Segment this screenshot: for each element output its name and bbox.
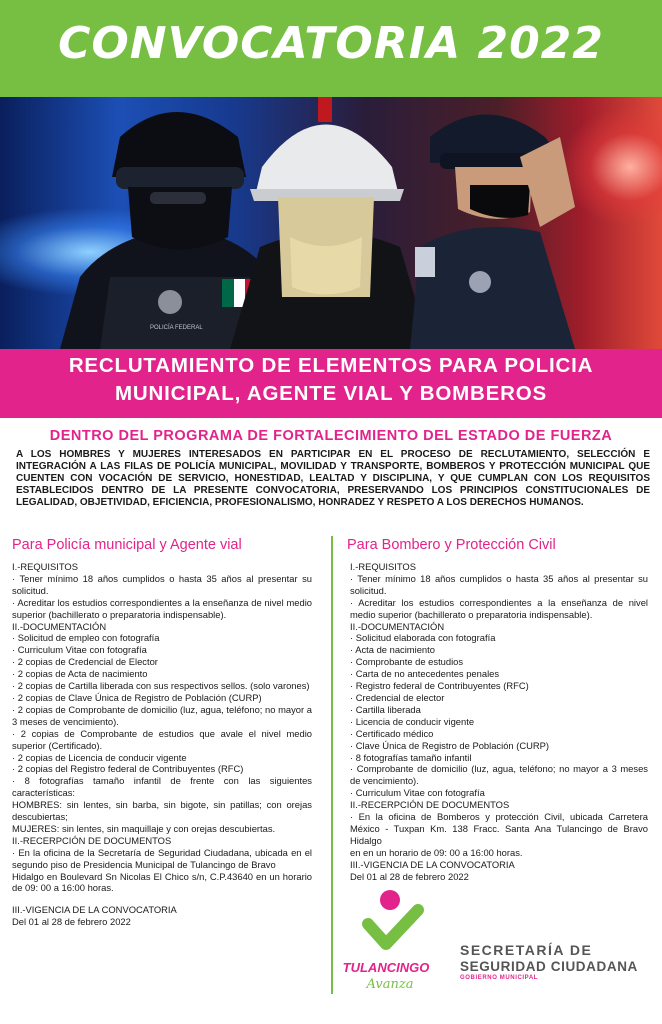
badge-text: POLICÍA FEDERAL [150,325,203,331]
list-item: · Curriculum Vitae con fotografía [350,787,485,799]
firefighter-figure [230,97,430,349]
left-column [12,561,312,928]
list-item: II.-RECERPCIÓN DE DOCUMENTOS [350,799,510,811]
list-item: · En la oficina de Bomberos y protección Civil, ubicada Carretera México - Tuxpan Km. 138 Fracc. Santa Ana Tulancingo de Bravo Hidalgo [350,811,648,846]
list-item: · Curriculum Vitae con fotografía [12,644,147,656]
list-item: · 8 fotografías tamaño infantil [350,751,472,763]
list-item: HOMBRES: sin lentes, sin barba, sin bigote, sin patillas; con orejas descubiertas; [12,799,312,823]
logo-tagline: Avanza [366,977,414,990]
list-item: · Certificado médico [350,727,434,739]
list-item: · Tener mínimo 18 años cumplidos o hasta 35 años al presentar su solicitud. [12,572,312,596]
list-item: · Credencial de elector [350,691,445,703]
column-divider [331,536,333,994]
police-woman-figure [410,115,575,350]
list-item: · 2 copias de Cartilla liberada con sus respectivos sellos. (solo varones) [12,680,310,692]
list-item: · Acreditar los estudios correspondientes a la enseñanza de nivel medio superior (bachillerato o preparatoria indispensable). [350,596,648,620]
secretaria-logo: SECRETARÍA DE SEGURIDAD CIUDADANA GOBIERNO MUNICIPAL [460,942,638,981]
list-item: II.-DOCUMENTACIÓN [350,620,445,632]
list-item: · 2 copias del Registro federal de Contribuyentes (RFC) [12,763,244,775]
page-title: CONVOCATORIA 2022 [58,18,604,69]
list-item: · Cartilla liberada [350,703,421,715]
list-item: · 2 copias de Licencia de conducir vigente [12,751,187,763]
list-item: · Comprobante de domicilio (luz, agua, teléfono; no mayor a 3 meses de vencimiento). [350,763,648,787]
tulancingo-logo [340,880,432,990]
list-item: · 2 copias de Clave Única de Registro de Población (CURP) [12,691,262,703]
left-column-title: Para Policía municipal y Agente vial [12,537,242,553]
list-item: en en un horario de 09: 00 a 16:00 horas. [350,846,523,858]
list-item: · 2 copias de Credencial de Elector [12,656,158,668]
list-item: · En la oficina de la Secretaría de Seguridad Ciudadana, ubicada en el segundo piso de Presidencia Municipal de Tulancingo de Bravo [12,846,312,870]
logo-name: TULANCINGO [342,960,430,975]
right-column [350,561,648,882]
checkmark-icon [368,910,418,944]
list-item: III.-VIGENCIA DE LA CONVOCATORIA [350,858,515,870]
list-item: · Carta de no antecedentes penales [350,668,500,680]
hero-photo [0,97,662,349]
logo-dot-icon [380,890,400,910]
list-item: I.-REQUISITOS [12,561,78,572]
list-item: · Solicitud de empleo con fotografía [12,632,160,644]
program-title: DENTRO DEL PROGRAMA DE FORTALECIMIENTO DEL ESTADO DE FUERZA [49,428,613,444]
list-item: I.-REQUISITOS [350,561,416,572]
list-item: · Clave Única de Registro de Población (CURP) [350,739,550,751]
list-item: · 2 copias de Acta de nacimiento [12,668,148,680]
list-item: · Licencia de conducir vigente [350,715,475,727]
list-item: · Acta de nacimiento [350,644,435,656]
list-item: III.-VIGENCIA DE LA CONVOCATORIA [12,904,177,916]
list-item: · Tener mínimo 18 años cumplidos o hasta 35 años al presentar su solicitud. [350,572,648,596]
list-item: · Registro federal de Contribuyentes (RFC) [350,680,529,692]
list-item: MUJERES: sin lentes, sin maquillaje y con orejas descubiertas. [12,822,276,834]
right-column-title: Para Bombero y Protección Civil [347,537,556,553]
list-item: II.-DOCUMENTACIÓN [12,620,107,632]
list-item: Hidalgo en Boulevard Sn Nicolas El Chico s/n, C.P.43640 en un horario de 09: 00 a 16:00 horas. [12,870,312,894]
list-item: Del 01 al 28 de febrero 2022 [350,870,469,882]
list-item: II.-RECERPCIÓN DE DOCUMENTOS [12,834,172,846]
list-item: Del 01 al 28 de febrero 2022 [12,916,131,928]
list-item: · 2 copias de Comprobante de estudios que avale el nivel medio superior (Certificado). [12,727,312,751]
intro-paragraph: A LOS HOMBRES Y MUJERES INTERESADOS EN PARTICIPAR EN EL PROCESO DE RECLUTAMIENTO, SELECCIÓN E INTEGRACIÓN A LAS FILAS DE POLICÍA MUNICIPAL, MOVILIDAD Y TRANSPORTE, BOMBEROS Y PROTECCIÓN MUNICIPAL QUE CUENTEN CON VOCACIÓN DE SERVICIO, HONESTIDAD, LEALTAD Y DISCIPLINA, Y QUE CUMPLAN CON LOS REQUISITOS ESTABLECIDOS DENTRO DE LA PRESENTE CONVOCATORIA, PRESERVANDO LOS PRINCIPIOS CONSTITUCIONALES DE LEGALIDAD, OBJETIVIDAD, EFICIENCIA, PROFESIONALISMO, HONRADEZ Y RESPETO A LOS DERECHOS HUMANOS. [16,449,650,508]
list-item: · Acreditar los estudios correspondientes a la enseñanza de nivel medio superior (bachillerato o preparatoria indispensable). [12,596,312,620]
list-item: · 2 copias de Comprobante de domicilio (luz, agua, teléfono; no mayor a 3 meses de vencimiento). [12,703,312,727]
list-item: · 8 fotografías tamaño infantil de frente con las siguientes características: [12,775,312,799]
list-item: · Solicitud elaborada con fotografía [350,632,496,644]
recruitment-title: RECLUTAMIENTO DE ELEMENTOS PARA POLICIA MUNICIPAL, AGENTE VIAL Y BOMBEROS [68,354,594,405]
list-item: · Comprobante de estudios [350,656,464,668]
